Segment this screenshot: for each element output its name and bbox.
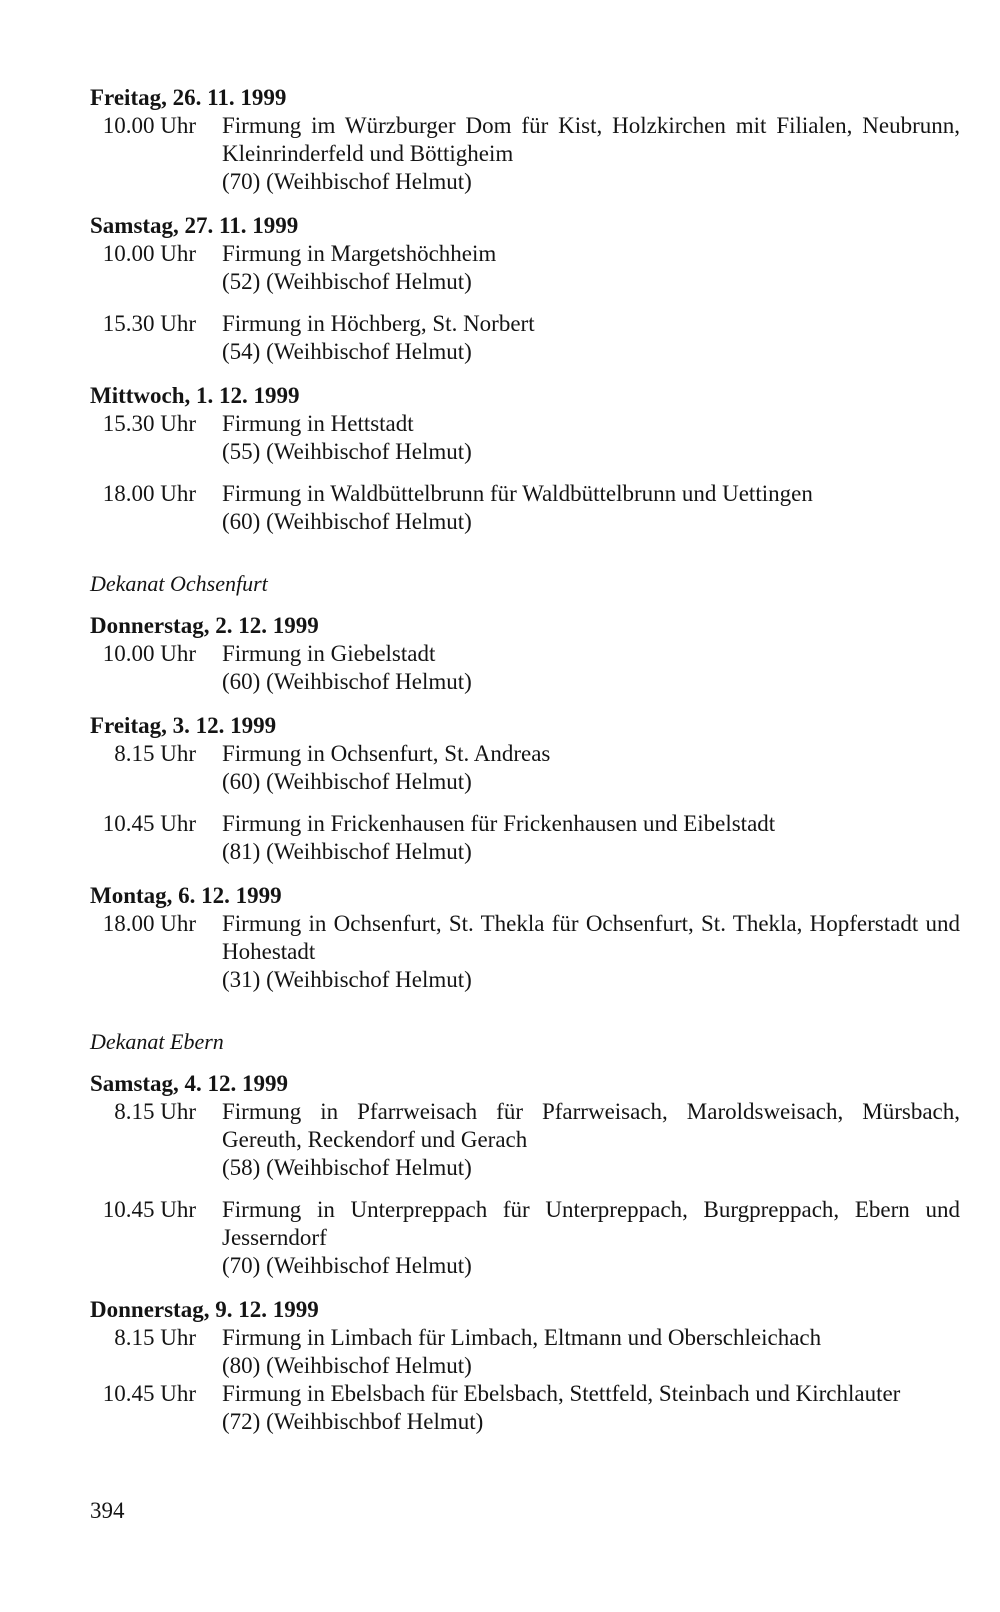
schedule-content xyxy=(90,84,960,1436)
entry-count-officiant: (80) (Weihbischof Helmut) xyxy=(222,1353,472,1378)
entry-count-officiant: (81) (Weihbischof Helmut) xyxy=(222,839,472,864)
entry-description: Firmung im Würzburger Dom für Kist, Holzkirchen mit Filialen, Neubrunn, Kleinrinderfeld und Böttigheim xyxy=(222,113,960,166)
page-number: 394 xyxy=(90,1498,125,1523)
entry-count-officiant: (60) (Weihbischof Helmut) xyxy=(222,669,472,694)
entry-event xyxy=(222,1196,960,1280)
entry-time: 10.45 Uhr xyxy=(102,1197,196,1222)
schedule-entry xyxy=(90,810,960,866)
entry-count-officiant: (70) (Weihbischof Helmut) xyxy=(222,169,472,194)
schedule-entry xyxy=(90,112,960,196)
schedule-day xyxy=(90,212,960,366)
entry-event xyxy=(222,310,960,366)
entry-description: Firmung in Unterpreppach für Unterpreppach, Burgpreppach, Ebern und Jesserndorf xyxy=(222,1197,960,1250)
entry-time: 10.45 Uhr xyxy=(102,1381,196,1406)
entry-event xyxy=(222,810,960,866)
day-date-heading: Mittwoch, 1. 12. 1999 xyxy=(90,383,300,408)
schedule-day xyxy=(90,84,960,196)
entry-time: 8.15 Uhr xyxy=(114,1099,196,1124)
entry-time: 8.15 Uhr xyxy=(114,1325,196,1350)
day-date-heading: Montag, 6. 12. 1999 xyxy=(90,883,282,908)
schedule-entry xyxy=(90,410,960,466)
schedule-day xyxy=(90,882,960,994)
entry-count-officiant: (58) (Weihbischof Helmut) xyxy=(222,1155,472,1180)
schedule-entry xyxy=(90,480,960,536)
schedule-entry xyxy=(90,1324,960,1380)
day-date-heading: Samstag, 4. 12. 1999 xyxy=(90,1071,289,1096)
deanery-heading: Dekanat Ochsenfurt xyxy=(90,571,268,596)
entry-time: 10.45 Uhr xyxy=(102,811,196,836)
entry-event xyxy=(222,240,960,296)
schedule-entry xyxy=(90,640,960,696)
entry-event xyxy=(222,1324,960,1380)
schedule-day xyxy=(90,712,960,866)
entry-description: Firmung in Giebelstadt xyxy=(222,641,436,666)
entry-time: 10.00 Uhr xyxy=(102,241,196,266)
entry-event xyxy=(222,410,960,466)
schedule-entry xyxy=(90,910,960,994)
entry-count-officiant: (60) (Weihbischof Helmut) xyxy=(222,509,472,534)
day-date-heading: Donnerstag, 9. 12. 1999 xyxy=(90,1297,319,1322)
day-date-heading: Freitag, 26. 11. 1999 xyxy=(90,85,287,110)
entry-description: Firmung in Margetshöchheim xyxy=(222,241,497,266)
entry-description: Firmung in Frickenhausen für Frickenhausen und Eibelstadt xyxy=(222,811,776,836)
entry-event xyxy=(222,640,960,696)
entry-description: Firmung in Ochsenfurt, St. Thekla für Ochsenfurt, St. Thekla, Hopferstadt und Hohestadt xyxy=(222,911,960,964)
schedule-entry xyxy=(90,1380,960,1436)
entry-description: Firmung in Hettstadt xyxy=(222,411,414,436)
schedule-entry xyxy=(90,1196,960,1280)
entry-time: 10.00 Uhr xyxy=(102,113,196,138)
entry-event xyxy=(222,1380,960,1436)
entry-description: Firmung in Ebelsbach für Ebelsbach, Stettfeld, Steinbach und Kirchlauter xyxy=(222,1381,901,1406)
schedule-entry xyxy=(90,310,960,366)
entry-event xyxy=(222,740,960,796)
entry-event xyxy=(222,910,960,994)
entry-count-officiant: (31) (Weihbischof Helmut) xyxy=(222,967,472,992)
entry-description: Firmung in Ochsenfurt, St. Andreas xyxy=(222,741,551,766)
entry-description: Firmung in Limbach für Limbach, Eltmann und Oberschleichach xyxy=(222,1325,822,1350)
entry-count-officiant: (52) (Weihbischof Helmut) xyxy=(222,269,472,294)
schedule-entry xyxy=(90,240,960,296)
schedule-entry xyxy=(90,740,960,796)
schedule-day xyxy=(90,1070,960,1280)
deanery-heading: Dekanat Ebern xyxy=(90,1029,224,1054)
schedule-day xyxy=(90,1296,960,1436)
entry-count-officiant: (72) (Weihbischbof Helmut) xyxy=(222,1409,484,1434)
entry-count-officiant: (55) (Weihbischof Helmut) xyxy=(222,439,472,464)
entry-time: 10.00 Uhr xyxy=(102,641,196,666)
entry-description: Firmung in Waldbüttelbrunn für Waldbüttelbrunn und Uettingen xyxy=(222,481,813,506)
entry-event xyxy=(222,1098,960,1182)
entry-event xyxy=(222,112,960,196)
entry-description: Firmung in Pfarrweisach für Pfarrweisach, Maroldsweisach, Mürsbach, Gereuth, Reckendorf und Gerach xyxy=(222,1099,960,1152)
schedule-day xyxy=(90,612,960,696)
entry-count-officiant: (60) (Weihbischof Helmut) xyxy=(222,769,472,794)
day-date-heading: Donnerstag, 2. 12. 1999 xyxy=(90,613,319,638)
entry-time: 8.15 Uhr xyxy=(114,741,196,766)
day-date-heading: Freitag, 3. 12. 1999 xyxy=(90,713,277,738)
entry-time: 15.30 Uhr xyxy=(102,311,196,336)
entry-time: 18.00 Uhr xyxy=(102,911,196,936)
entry-time: 18.00 Uhr xyxy=(102,481,196,506)
day-date-heading: Samstag, 27. 11. 1999 xyxy=(90,213,299,238)
entry-description: Firmung in Höchberg, St. Norbert xyxy=(222,311,535,336)
entry-count-officiant: (70) (Weihbischof Helmut) xyxy=(222,1253,472,1278)
entry-event xyxy=(222,480,960,536)
entry-time: 15.30 Uhr xyxy=(102,411,196,436)
schedule-day xyxy=(90,382,960,536)
entry-count-officiant: (54) (Weihbischof Helmut) xyxy=(222,339,472,364)
schedule-entry xyxy=(90,1098,960,1182)
